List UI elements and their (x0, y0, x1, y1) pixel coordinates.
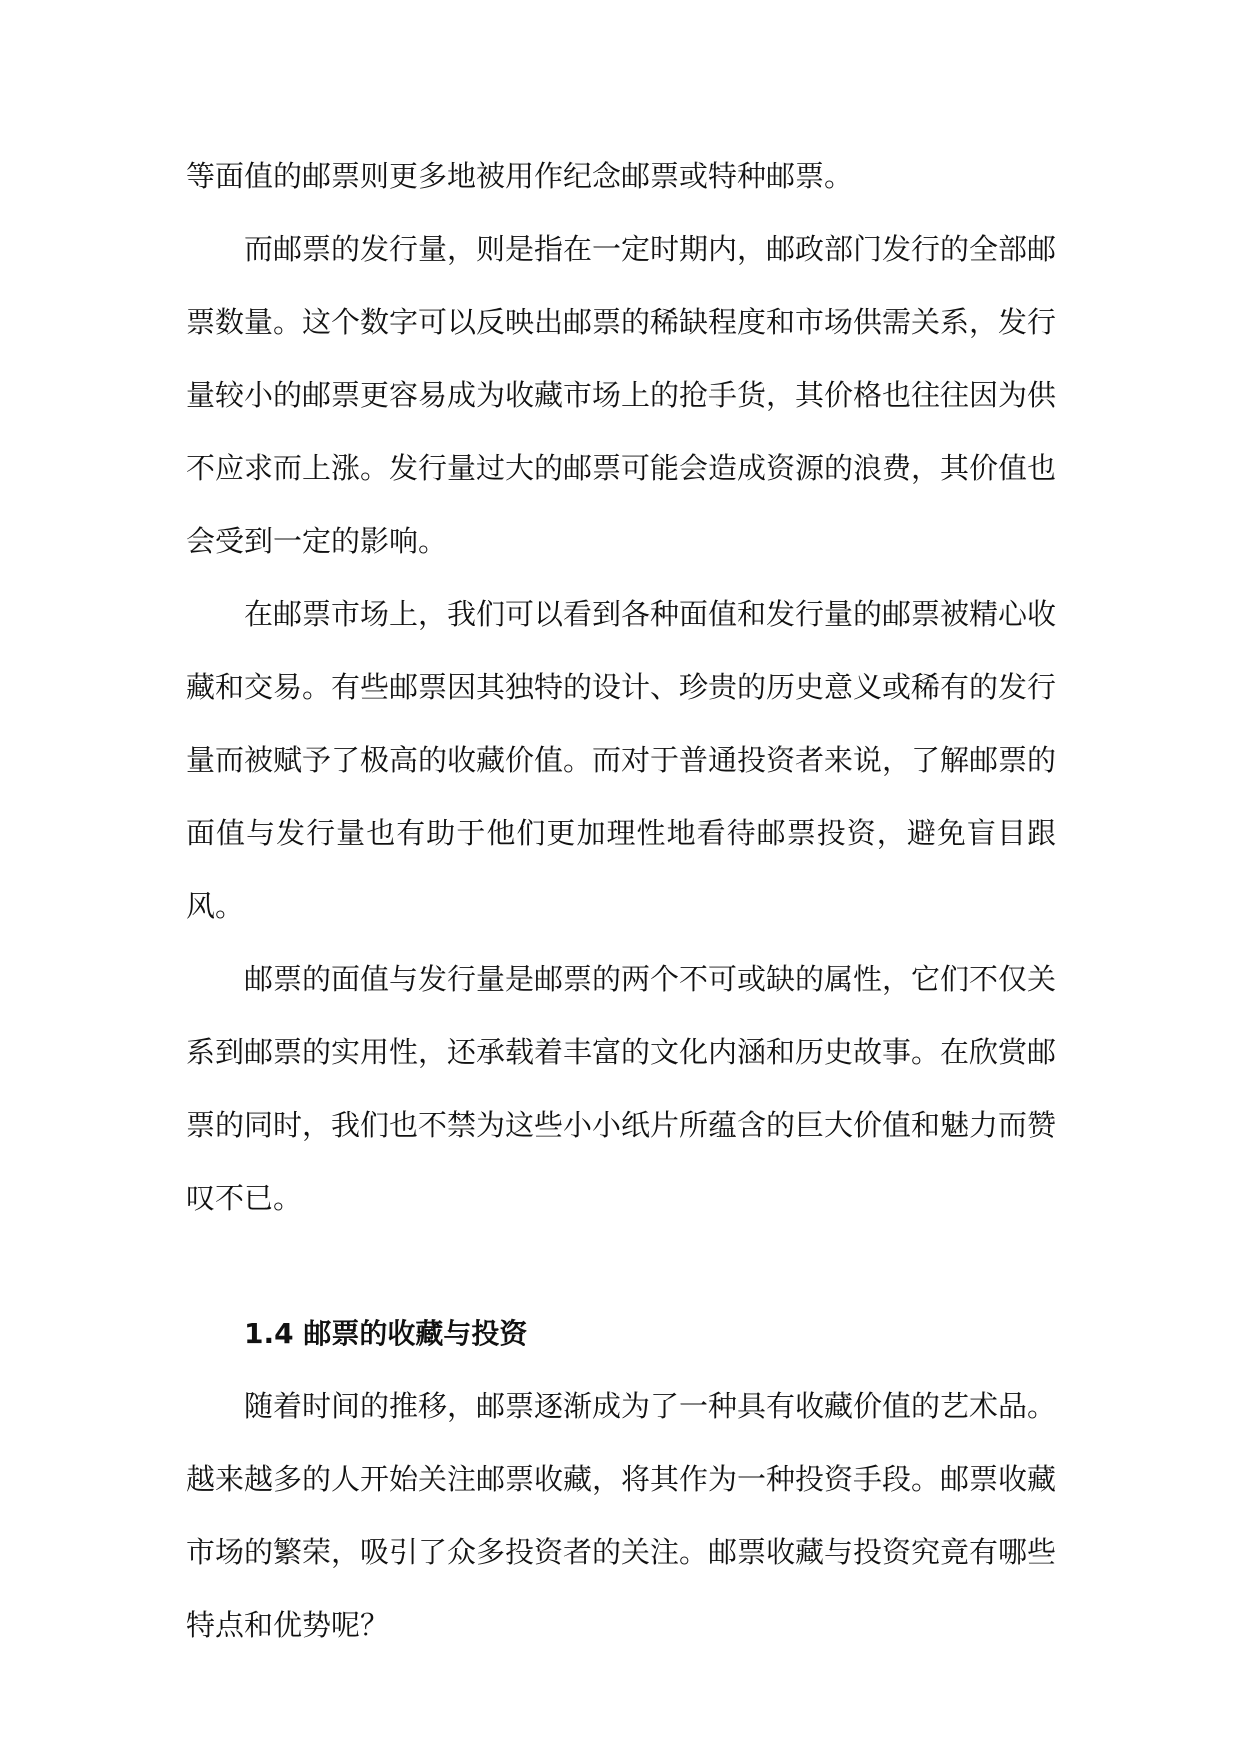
paragraph-circulation: 而邮票的发行量，则是指在一定时期内，邮政部门发行的全部邮票数量。这个数字可以反映出邮票的稀缺程度和市场供需关系，发行量较小的邮票更容易成为收藏市场上的抢手货，其价格也往往因为供不应求而上涨。发行量过大的邮票可能会造成资源的浪费，其价值也会受到一定的影响。 (186, 232, 1057, 558)
paragraph-summary: 邮票的面值与发行量是邮票的两个不可或缺的属性，它们不仅关系到邮票的实用性，还承载着丰富的文化内涵和历史故事。在欣赏邮票的同时，我们也不禁为这些小小纸片所蕴含的巨大价值和魅力而赞叹不已。 (186, 962, 1057, 1215)
paragraph-collecting: 随着时间的推移，邮票逐渐成为了一种具有收藏价值的艺术品。越来越多的人开始关注邮票收藏，将其作为一种投资手段。邮票收藏市场的繁荣，吸引了众多投资者的关注。邮票收藏与投资究竟有哪些特点和优势呢？ (186, 1389, 1057, 1642)
document-body (186, 140, 1056, 1662)
paragraph-continued: 等面值的邮票则更多地被用作纪念邮票或特种邮票。 (186, 159, 854, 193)
section-heading: 1.4 邮票的收藏与投资 (244, 1317, 528, 1350)
paragraph-market: 在邮票市场上，我们可以看到各种面值和发行量的邮票被精心收藏和交易。有些邮票因其独特的设计、珍贵的历史意义或稀有的发行量而被赋予了极高的收藏价值。而对于普通投资者来说，了解邮票的面值与发行量也有助于他们更加理性地看待邮票投资，避免盲目跟风。 (186, 597, 1057, 923)
